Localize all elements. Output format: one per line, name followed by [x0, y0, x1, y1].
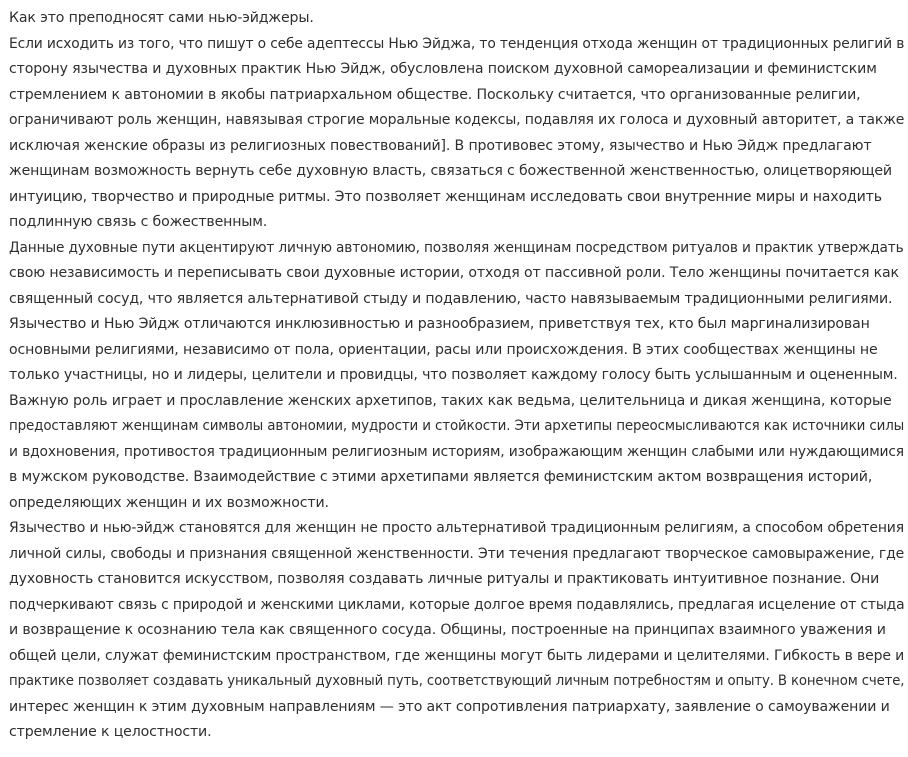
text-line: стремление к целостности.: [9, 724, 212, 740]
text-line: Важную роль играет и прославление женских архетипов, таких как ведьма, целительница и дикая женщина, которые: [9, 392, 892, 409]
text-line: Как это преподносят сами нью-эйджеры.: [9, 10, 314, 26]
text-line: личной силы, свободы и признания священной женственности. Эти течения предлагают творческое самовыражение, где: [9, 545, 905, 562]
text-line: основными религиями, независимо от пола, ориентации, расы или происхождения. В этих сообществах женщины не: [9, 341, 878, 358]
text-line: Данные духовные пути акцентируют личную автономию, позволяя женщинам посредством ритуалов и практик утверждать: [9, 239, 904, 256]
text-line: общей цели, служат феминистским пространством, где женщины могут быть лидерами и целителями. Гибкость в вере и: [9, 647, 905, 664]
text-line: практике позволяет создавать уникальный духовный путь, соответствующий личным потребностям и опыту. В конечном счете,: [9, 673, 905, 689]
text-line: стремлением к автономии в якобы патриархальном обществе. Поскольку считается, что организованные религии,: [9, 86, 861, 103]
text-line: духовность становится искусством, позволяя создавать личные ритуалы и практиковать интуитивное познание. Они: [9, 571, 880, 587]
text-line: Если исходить из того, что пишут о себе адептессы Нью Эйджа, то тенденция отхода женщин от традиционных религий в: [9, 35, 905, 52]
text-line: интерес женщин к этим духовным направлениям — это акт сопротивления патриархату, заявление о самоуважении и: [9, 698, 890, 715]
text-line: священный сосуд, что является альтернативой стыду и подавлению, часто навязываемым традиционными религиями.: [9, 290, 893, 307]
text-line: женщинам возможность вернуть себе духовную власть, связаться с божественной женственностью, олицетворяющей: [9, 163, 892, 179]
text-line: и возвращение к осознанию тела как священного сосуда. Общины, построенные на принципах взаимного уважения и: [9, 622, 886, 638]
text-line: только участницы, но и лидеры, целители и провидцы, что позволяет каждому голосу быть услышанным и оцененным.: [9, 367, 898, 383]
text-line: ограничивают роль женщин, навязывая строгие моральные кодексы, подавляя их голоса и духовный авторитет, а также: [9, 112, 905, 128]
text-line: в мужском руководстве. Взаимодействие с этими архетипами является феминистским актом возвращения историй,: [9, 469, 873, 485]
text-line: подчеркивают связь с природой и женскими циклами, которые долгое время подавлялись, предлагая исцеление от стыда: [9, 596, 905, 613]
text-line: предоставляют женщинам символы автономии, мудрости и стойкости. Эти архетипы переосмысливаются как источники силы: [9, 418, 905, 434]
text-line: Язычество и нью-эйдж становятся для женщин не просто альтернативой традиционным религиям, а способом обретения: [9, 520, 904, 536]
text-line: подлинную связь с божественным.: [9, 214, 268, 230]
text-line: исключая женские образы из религиозных повествований]. В противовес этому, язычество и Нью Эйдж предлагают: [9, 137, 872, 154]
text-line: Язычество и Нью Эйдж отличаются инклюзивностью и разнообразием, приветствуя тех, кто был маргинализирован: [9, 316, 870, 332]
text-line: сторону язычества и духовных практик Нью Эйдж, обусловлена поиском духовной самореализации и феминистским: [9, 61, 877, 77]
text-line: интуицию, творчество и природные ритмы. Это позволяет женщинам исследовать свои внутренние миры и находить: [9, 188, 882, 205]
text-line: свою независимость и переписывать свои духовные истории, отходя от пассивной роли. Тело женщины почитается как: [9, 265, 899, 281]
text-line: определяющих женщин и их возможности.: [9, 494, 329, 511]
text-line: и вдохновения, противостоя традиционным религиозным историям, изображающим женщин слабыми или нуждающимися: [9, 443, 904, 460]
